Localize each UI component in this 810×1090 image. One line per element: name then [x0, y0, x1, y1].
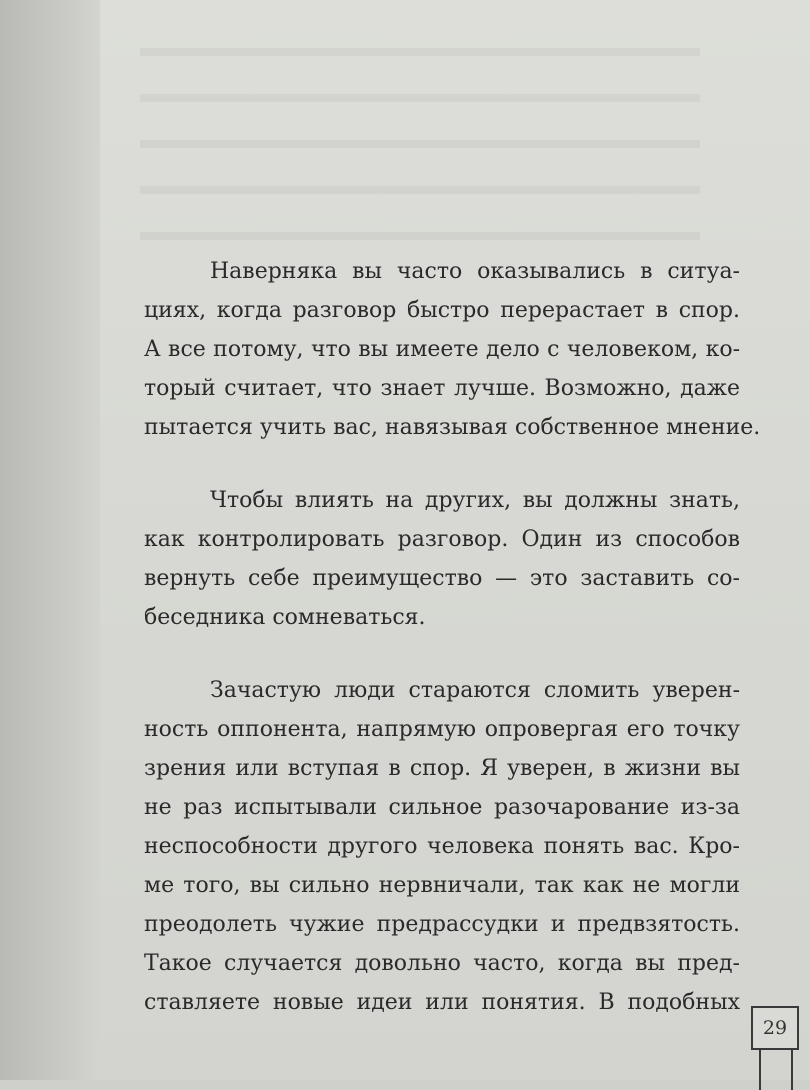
- text-line: неспособности другого человека понять вас. Кро-: [144, 834, 740, 859]
- text-line: Зачастую люди стараются сломить уверен-: [210, 678, 740, 703]
- text-line: как контролировать разговор. Один из способов: [144, 527, 740, 552]
- text-line: Наверняка вы часто оказывались в ситуа-: [210, 259, 740, 284]
- text-line: вернуть себе преимущество — это заставить со-: [144, 566, 740, 591]
- page-body: [144, 252, 761, 1056]
- text-line: беседника сомневаться.: [144, 605, 426, 630]
- paragraph-1: [144, 252, 761, 447]
- adjacent-page-edge: [0, 0, 110, 1080]
- paragraph-3: [144, 671, 740, 1022]
- text-line: зрения или вступая в спор. Я уверен, в жизни вы: [144, 756, 740, 781]
- text-line: пытается учить вас, навязывая собственное мнение.: [144, 415, 761, 440]
- paragraph-2: [144, 481, 740, 637]
- text-line: ность оппонента, напрямую опровергая его точку: [144, 717, 740, 742]
- text-line: ставляете новые идеи или понятия. В подобных: [144, 990, 740, 1015]
- page-number: 29: [751, 1006, 799, 1050]
- text-line: ме того, вы сильно нервничали, так как не могли: [144, 873, 740, 898]
- text-line: не раз испытывали сильное разочарование из-за: [144, 795, 740, 820]
- text-line: циях, когда разговор быстро перерастает в спор.: [144, 298, 740, 323]
- text-line: Чтобы влиять на других, вы должны знать,: [210, 488, 740, 513]
- text-line: преодолеть чужие предрассудки и предвзятость.: [144, 912, 740, 937]
- bleed-through-text: [140, 20, 700, 240]
- text-line: А все потому, что вы имеете дело с человеком, ко-: [144, 337, 740, 362]
- text-line: торый считает, что знает лучше. Возможно, даже: [144, 376, 740, 401]
- text-line: Такое случается довольно часто, когда вы пред-: [144, 951, 740, 976]
